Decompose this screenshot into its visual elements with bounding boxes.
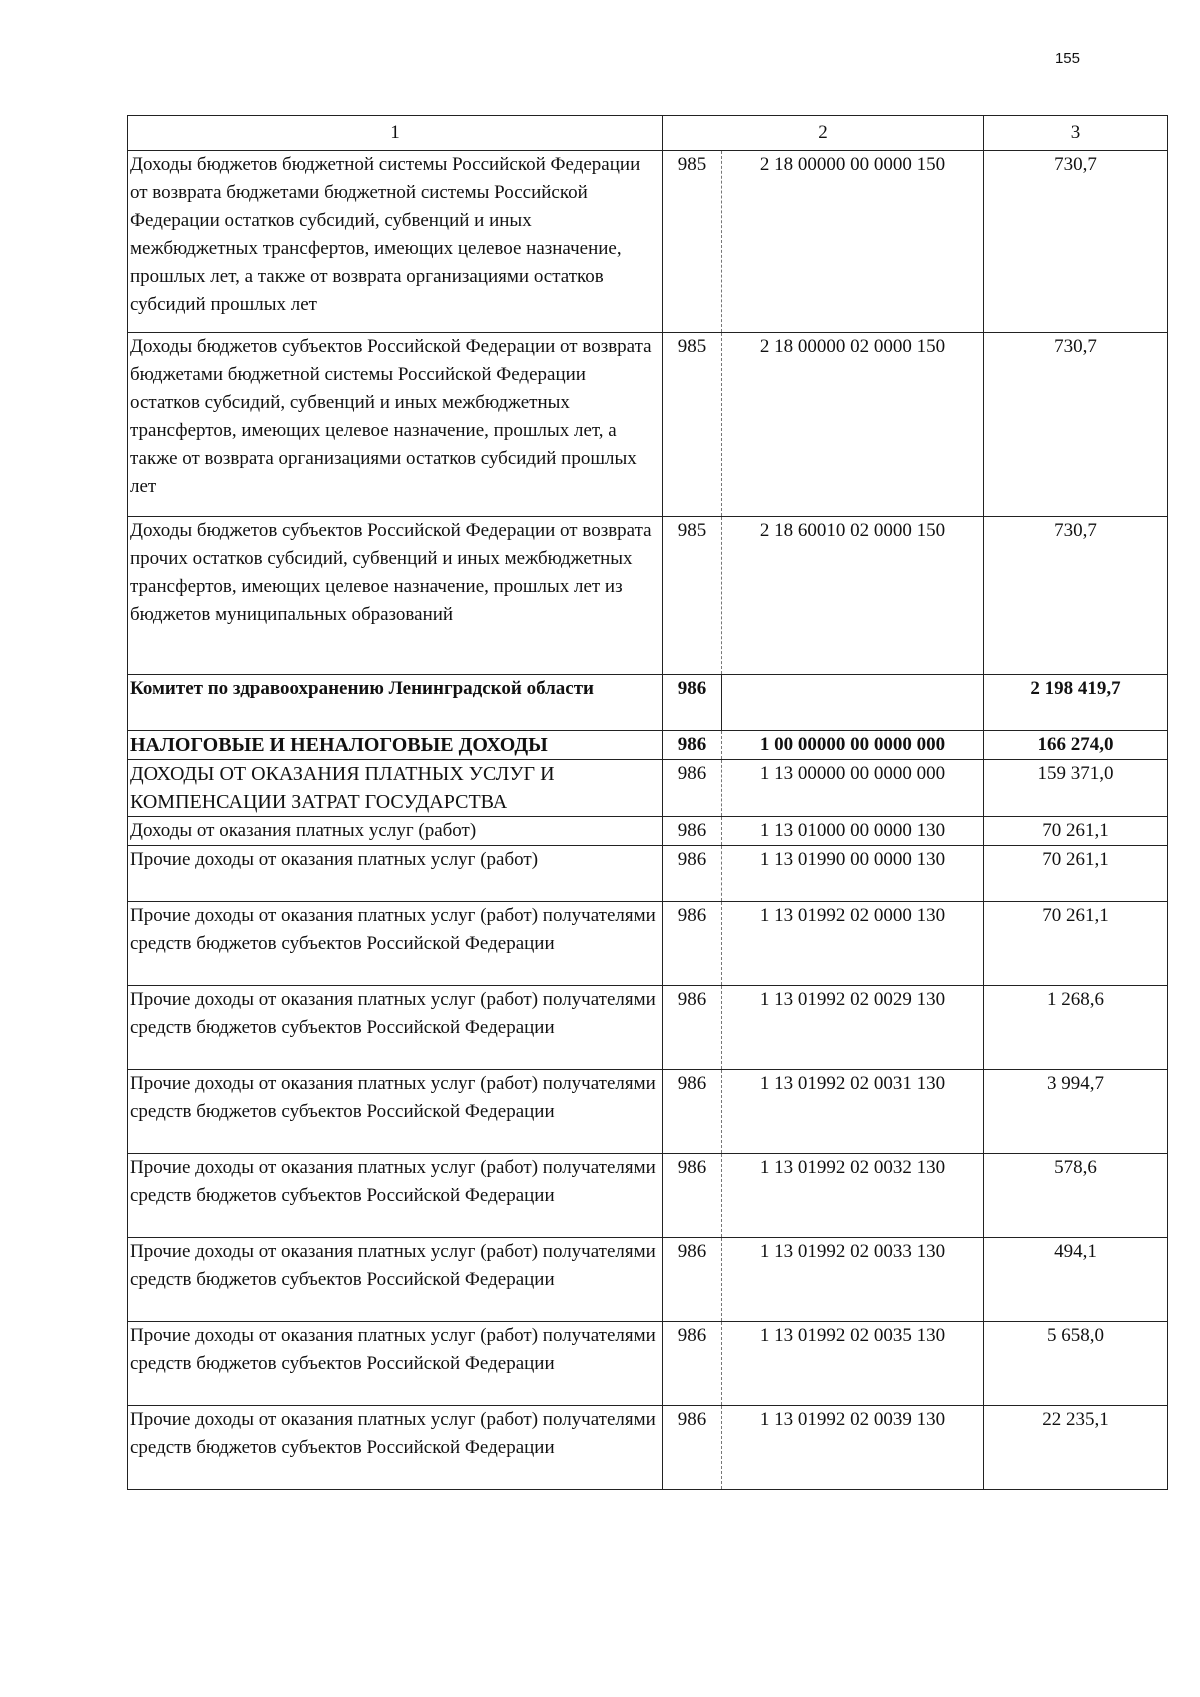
table-row xyxy=(128,1070,1168,1154)
header-col-3: 3 xyxy=(984,116,1168,151)
row-name: Доходы бюджетов субъектов Российской Федерации от возврата прочих остатков субсидий, субвенций и иных межбюджетных трансфертов, имеющих целевое назначение, прошлых лет из бюджетов муниципальных образований xyxy=(128,517,663,675)
row-revenue-code: 1 13 00000 00 0000 000 xyxy=(722,760,984,817)
row-admin-code: 986 xyxy=(663,760,722,817)
row-revenue-code: 2 18 00000 02 0000 150 xyxy=(722,333,984,517)
row-amount: 166 274,0 xyxy=(984,731,1168,760)
row-revenue-code: 1 13 01992 02 0032 130 xyxy=(722,1154,984,1238)
table-row xyxy=(128,846,1168,902)
row-amount: 70 261,1 xyxy=(984,817,1168,846)
row-admin-code: 985 xyxy=(663,517,722,675)
table-row xyxy=(128,1238,1168,1322)
table-row xyxy=(128,1154,1168,1238)
row-admin-code: 986 xyxy=(663,986,722,1070)
row-revenue-code: 1 13 01000 00 0000 130 xyxy=(722,817,984,846)
row-amount: 22 235,1 xyxy=(984,1406,1168,1490)
row-admin-code: 986 xyxy=(663,817,722,846)
row-revenue-code: 2 18 00000 00 0000 150 xyxy=(722,151,984,333)
row-admin-code: 986 xyxy=(663,731,722,760)
row-admin-code: 986 xyxy=(663,846,722,902)
row-name: Прочие доходы от оказания платных услуг (работ) получателями средств бюджетов субъектов Российской Федерации xyxy=(128,1322,663,1406)
row-revenue-code: 1 13 01992 02 0035 130 xyxy=(722,1322,984,1406)
table-row xyxy=(128,902,1168,986)
table-row xyxy=(128,817,1168,846)
table-row xyxy=(128,333,1168,517)
row-name: Прочие доходы от оказания платных услуг (работ) xyxy=(128,846,663,902)
row-name: НАЛОГОВЫЕ И НЕНАЛОГОВЫЕ ДОХОДЫ xyxy=(128,731,663,760)
row-name: Прочие доходы от оказания платных услуг (работ) получателями средств бюджетов субъектов Российской Федерации xyxy=(128,902,663,986)
row-revenue-code: 1 13 01992 02 0033 130 xyxy=(722,1238,984,1322)
table-row xyxy=(128,1406,1168,1490)
row-revenue-code xyxy=(722,675,984,731)
row-admin-code: 986 xyxy=(663,1238,722,1322)
row-name: Прочие доходы от оказания платных услуг (работ) получателями средств бюджетов субъектов Российской Федерации xyxy=(128,1154,663,1238)
row-name: Комитет по здравоохранению Ленинградской области xyxy=(128,675,663,731)
row-amount: 70 261,1 xyxy=(984,902,1168,986)
row-amount: 730,7 xyxy=(984,517,1168,675)
row-name: Доходы бюджетов бюджетной системы Российской Федерации от возврата бюджетами бюджетной системы Российской Федерации остатков субсидий, субвенций и иных межбюджетных трансфертов, имеющих целевое назначение, прошлых лет, а также от возврата организациями остатков субсидий прошлых лет xyxy=(128,151,663,333)
table-row xyxy=(128,151,1168,333)
row-admin-code: 986 xyxy=(663,902,722,986)
row-amount: 3 994,7 xyxy=(984,1070,1168,1154)
row-amount: 1 268,6 xyxy=(984,986,1168,1070)
row-revenue-code: 1 00 00000 00 0000 000 xyxy=(722,731,984,760)
table-row xyxy=(128,1322,1168,1406)
table-row xyxy=(128,986,1168,1070)
row-admin-code: 986 xyxy=(663,1322,722,1406)
row-amount: 2 198 419,7 xyxy=(984,675,1168,731)
row-revenue-code: 1 13 01992 02 0029 130 xyxy=(722,986,984,1070)
row-revenue-code: 2 18 60010 02 0000 150 xyxy=(722,517,984,675)
table-row xyxy=(128,675,1168,731)
row-name: Доходы бюджетов субъектов Российской Федерации от возврата бюджетами бюджетной системы Российской Федерации остатков субсидий, субвенций и иных межбюджетных трансфертов, имеющих целевое назначение, прошлых лет, а также от возврата организациями остатков субсидий прошлых лет xyxy=(128,333,663,517)
row-revenue-code: 1 13 01992 02 0031 130 xyxy=(722,1070,984,1154)
row-admin-code: 986 xyxy=(663,1154,722,1238)
row-admin-code: 986 xyxy=(663,675,722,731)
row-name: Доходы от оказания платных услуг (работ) xyxy=(128,817,663,846)
revenue-table xyxy=(127,115,1168,1490)
row-amount: 730,7 xyxy=(984,151,1168,333)
row-amount: 494,1 xyxy=(984,1238,1168,1322)
row-revenue-code: 1 13 01992 02 0039 130 xyxy=(722,1406,984,1490)
row-admin-code: 985 xyxy=(663,151,722,333)
row-name: Прочие доходы от оказания платных услуг (работ) получателями средств бюджетов субъектов Российской Федерации xyxy=(128,986,663,1070)
row-name: Прочие доходы от оказания платных услуг (работ) получателями средств бюджетов субъектов Российской Федерации xyxy=(128,1406,663,1490)
row-amount: 70 261,1 xyxy=(984,846,1168,902)
row-admin-code: 986 xyxy=(663,1406,722,1490)
row-revenue-code: 1 13 01990 00 0000 130 xyxy=(722,846,984,902)
row-amount: 578,6 xyxy=(984,1154,1168,1238)
row-amount: 5 658,0 xyxy=(984,1322,1168,1406)
table-header-row xyxy=(128,116,1168,151)
header-col-1: 1 xyxy=(128,116,663,151)
row-name: ДОХОДЫ ОТ ОКАЗАНИЯ ПЛАТНЫХ УСЛУГ И КОМПЕНСАЦИИ ЗАТРАТ ГОСУДАРСТВА xyxy=(128,760,663,817)
row-amount: 730,7 xyxy=(984,333,1168,517)
row-amount: 159 371,0 xyxy=(984,760,1168,817)
row-name: Прочие доходы от оказания платных услуг (работ) получателями средств бюджетов субъектов Российской Федерации xyxy=(128,1070,663,1154)
row-name: Прочие доходы от оказания платных услуг (работ) получателями средств бюджетов субъектов Российской Федерации xyxy=(128,1238,663,1322)
table-row xyxy=(128,760,1168,817)
row-admin-code: 985 xyxy=(663,333,722,517)
table-row xyxy=(128,731,1168,760)
row-admin-code: 986 xyxy=(663,1070,722,1154)
table-row xyxy=(128,517,1168,675)
header-col-2: 2 xyxy=(663,116,984,151)
page-number: 155 xyxy=(1054,50,1080,67)
row-revenue-code: 1 13 01992 02 0000 130 xyxy=(722,902,984,986)
